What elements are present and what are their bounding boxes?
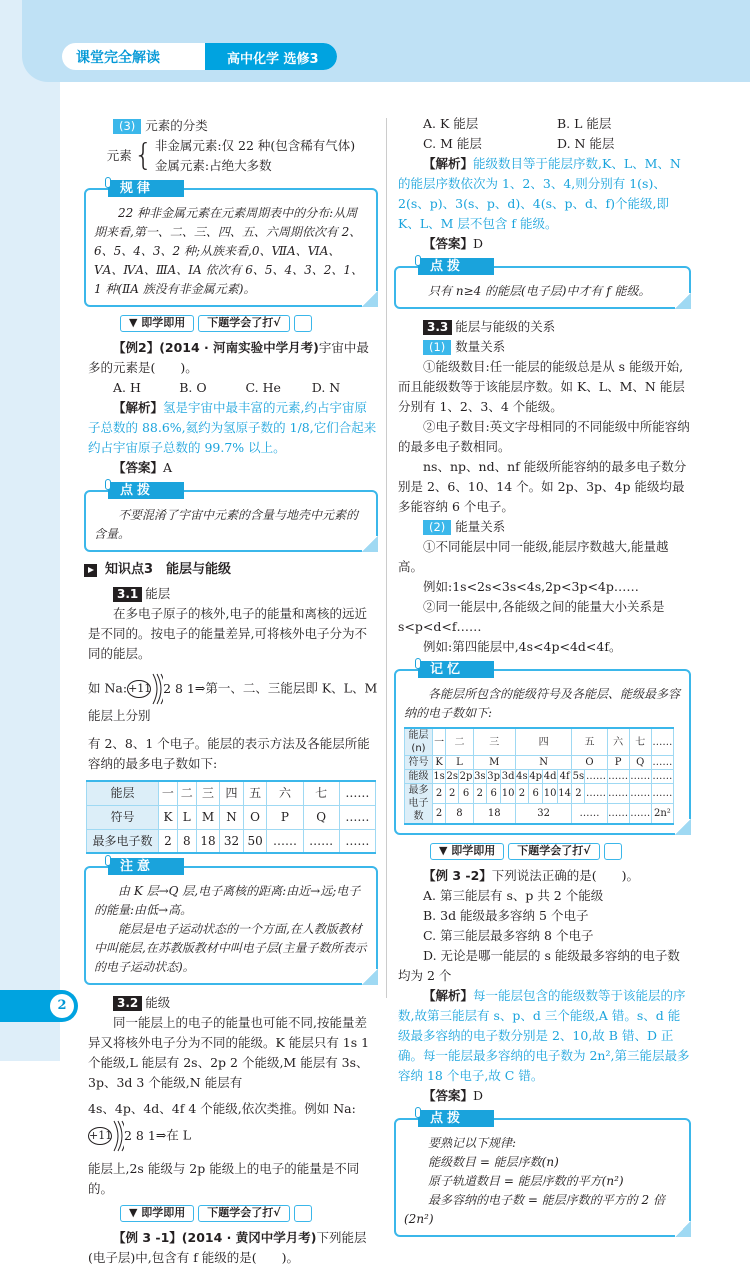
- table-cell: 能层: [87, 781, 159, 805]
- checkbox[interactable]: [294, 1205, 312, 1222]
- subject-title: 高中化学 选修3: [205, 43, 337, 70]
- section-heading: 3.1 能层: [88, 584, 378, 604]
- options: A. K 能层 B. L 能层: [423, 116, 612, 131]
- table-row: [405, 756, 674, 770]
- subsection-heading: (3) 元素的分类: [88, 116, 378, 136]
- na-structure-line: 4s、4p、4d、4f 4 个能级,依次类推。例如 Na: +11 2 8 1 ⇒在 L: [88, 1099, 378, 1153]
- practice-bar: ▼ 即学即用 下题学会了打√: [120, 1205, 378, 1222]
- table-cell: ……: [651, 784, 673, 804]
- analysis: 【解析】能级数目等于能层序数,K、L、M、N 的能层序数依次为 1、2、3、4,则分别有 1(s)、2(s、p)、3(s、p、d)、4(s、p、d、f)个能级,即 K、L、M 层不包含 f 能级。: [398, 156, 681, 231]
- energy-level-table: [404, 727, 674, 825]
- option: B. 3d 能级最多容纳 5 个电子: [423, 908, 589, 923]
- table-cell: 能级: [405, 770, 433, 784]
- table-cell: ……: [303, 829, 339, 853]
- series-title: 课堂完全解读: [62, 43, 205, 70]
- table-row: [87, 829, 376, 853]
- element-classification: 元素 { 非金属元素:仅 22 种(包含稀有气体) 金属元素:占绝大多数: [106, 138, 356, 173]
- page-fold-icon: [362, 291, 378, 307]
- example-2: 【例2】(2014 · 河南实验中学月考)宇宙中最多的元素是( )。: [88, 340, 369, 375]
- table-cell: 8: [177, 829, 196, 853]
- table-cell: 3s: [474, 771, 486, 782]
- table-cell: 32: [220, 829, 244, 853]
- tip-box: 点拨 要熟记以下规律: 能级数目 = 能层序数(n) 原子轨道数目 = 能层序数的平方(n²) 最多容纳的电子数 = 能层序数的平方的 2 倍(2n²): [394, 1118, 691, 1237]
- table-cell: 14: [557, 784, 571, 804]
- table-cell: 32: [515, 803, 572, 824]
- table-cell: ……: [267, 829, 303, 853]
- right-column: [398, 114, 691, 1245]
- table-cell: O: [243, 805, 267, 829]
- knowledge-point-heading: 知识点3 能层与能级: [84, 560, 378, 580]
- left-column: [88, 116, 378, 1268]
- table-cell: M: [473, 756, 515, 770]
- option: D. 无论是哪一能层的 s 能级最多容纳的电子数均为 2 个: [398, 948, 680, 983]
- table-cell: 六: [607, 728, 629, 756]
- table-cell: Q: [303, 805, 339, 829]
- play-icon: [84, 564, 97, 577]
- subsection-heading: (1) 数量关系: [398, 337, 691, 357]
- table-cell: 能层(n): [405, 728, 433, 756]
- table-cell: 4d: [543, 771, 557, 782]
- example-3-1: 【例 3 -1】(2014 · 黄冈中学月考)下列能层(电子层)中,包含有 f 能级的是( )。: [88, 1230, 367, 1265]
- checkbox[interactable]: [294, 315, 312, 332]
- table-cell: ……: [572, 803, 607, 824]
- options: C. M 能层 D. N 能层: [423, 136, 615, 151]
- table-row: [405, 784, 674, 804]
- table-cell: 4f: [557, 770, 571, 784]
- shell-arcs-icon: [151, 672, 163, 706]
- paragraph: 在多电子原子的核外,电子的能量和离核的远近是不同的。按电子的能量差异,可将核外电子分为不同的能层。: [88, 606, 367, 661]
- table-cell: N: [220, 805, 244, 829]
- table-cell: ……: [585, 784, 607, 804]
- table-cell: 七: [629, 728, 651, 756]
- na-structure-line: 如 Na: +11 2 8 1 ⇒第一、二、三能层即 K、L、M 能层上分别: [88, 672, 378, 726]
- energy-layer-table: [86, 780, 376, 854]
- paragraph: 有 2、8、1 个电子。能层的表示方法及各能层所能容纳的最多电子数如下:: [88, 736, 370, 771]
- table-cell: 七: [303, 781, 339, 805]
- tip-box: 点拨 只有 n≥4 的能层(电子层)中才有 f 能级。: [394, 266, 691, 309]
- table-cell: ……: [339, 805, 375, 829]
- table-cell: P: [607, 756, 629, 770]
- analysis: 【解析】每一能层包含的能级数等于该能层的序数,故第三能层有 s、p、d 三个能级,A 错。s、d 能级最多容纳的电子数分别是 2、10,故 B 错、D 正确。每一能层最多容纳的电子数为 2n²,第三能层最多容纳 18 个电子,故 C 错。: [398, 988, 690, 1083]
- page-fold-icon: [675, 819, 691, 835]
- page-fold-icon: [362, 536, 378, 552]
- table-cell: 2: [433, 784, 446, 804]
- table-cell: 3d: [501, 771, 515, 782]
- practice-bar: ▼ 即学即用 下题学会了打√: [430, 843, 691, 860]
- paragraph: 同一能层上的电子的能量也可能不同,按能量差异又将核外电子分为不同的能级。K 能层只有 1s 1 个能级,L 能层有 2s、2p 2 个能级,M 能层有 3s、3p、3d 3 个能级,N 能层有: [88, 1015, 370, 1090]
- table-cell: L: [446, 756, 474, 770]
- table-cell: N: [515, 756, 572, 770]
- table-cell: ……: [339, 829, 375, 853]
- paragraph: ②同一能层中,各能级之间的能量大小关系是 s<p<d<f……: [398, 599, 665, 634]
- table-cell: 1s: [433, 771, 445, 782]
- left-margin-strip: [0, 0, 60, 1061]
- note-box: 注意 由 K 层→Q 层,电子离核的距离:由近→远;电子的能量:由低→高。 能层是电子运动状态的一个方面,在人教版教材中叫能层,在苏教版教材中叫电子层(主量子数所表示的电子运动状态)。: [84, 866, 378, 985]
- options: A. H B. O C. He D. N: [113, 380, 341, 395]
- table-cell: ……: [630, 771, 651, 782]
- table-cell: 8: [446, 803, 474, 824]
- table-cell: 三: [473, 728, 515, 756]
- paragraph: ②电子数目:英文字母相同的不同能级中所能容纳的最多电子数相同。: [398, 419, 690, 454]
- page-fold-icon: [362, 969, 378, 985]
- table-cell: K: [159, 805, 178, 829]
- table-cell: 一: [159, 781, 178, 805]
- table-cell: ……: [607, 803, 629, 824]
- shell-arcs-icon: [112, 1119, 124, 1153]
- option: A. 第三能层有 s、p 共 2 个能级: [423, 888, 604, 903]
- table-cell: 50: [243, 829, 267, 853]
- table-cell: K: [433, 756, 446, 770]
- table-cell: 最多电子数: [87, 829, 159, 853]
- option: C. 第三能层最多容纳 8 个电子: [423, 928, 594, 943]
- table-cell: M: [196, 805, 220, 829]
- table-cell: 2: [473, 784, 486, 804]
- table-cell: ……: [652, 757, 673, 768]
- analysis: 【解析】氢是宇宙中最丰富的元素,约占宇宙原子总数的 88.6%,氦约为氢原子数的 1/8,它们合起来约占宇宙原子总数的 99.7% 以上。: [88, 400, 377, 455]
- table-cell: ……: [652, 771, 673, 782]
- table-cell: 10: [543, 784, 557, 804]
- table-cell: 2: [159, 829, 178, 853]
- page-fold-icon: [675, 293, 691, 309]
- example-3-2: 【例 3 -2】下列说法正确的是( )。: [423, 868, 640, 883]
- table-cell: 六: [267, 781, 303, 805]
- table-cell: ……: [339, 781, 375, 805]
- table-cell: 6: [486, 784, 500, 804]
- checkbox[interactable]: [604, 843, 622, 860]
- table-cell: 四: [515, 728, 572, 756]
- table-cell: P: [267, 805, 303, 829]
- column-divider: [386, 118, 387, 998]
- table-cell: ……: [607, 784, 629, 804]
- table-cell: 符号: [405, 756, 433, 770]
- table-cell: 2: [572, 784, 585, 804]
- table-cell: 18: [196, 829, 220, 853]
- table-row: [405, 728, 674, 756]
- rule-box: 规律 22 种非金属元素在元素周期表中的分布:从周期来看,第一、二、三、四、五、六周期依次有 2、6、5、4、3、2 种;从族来看,0、ⅦA、ⅥA、ⅤA、ⅣA、ⅢA、ⅠA 依次有 6、5、4、3、2、1、1 种(ⅡA 族没有非金属元素)。: [84, 188, 378, 307]
- answer: 【答案】A: [113, 460, 173, 475]
- memory-box: 记忆 各能层所包含的能级符号及各能层、能级最多容纳的电子数如下: 能层(n) 一 二 三 四 五 六 七 …… 符号 K L M N O P Q …… 能级 1s 2s 2p 3s 3p 3d 4s 4p 4d 4f 5s …… …… …… …… 最多电子数 2 2 6 2 6 10 2 6 10 14 2 …… …… …… …… 2 8 18 32 …… …… …… 2n²: [394, 669, 691, 835]
- answer: 【答案】D: [423, 236, 484, 251]
- table-cell: 3p: [487, 771, 500, 782]
- table-cell: 2: [446, 784, 459, 804]
- table-cell: 五: [572, 728, 607, 756]
- table-cell: ……: [629, 784, 651, 804]
- table-cell: 三: [196, 781, 220, 805]
- atom-diagram: +11 2 8 1: [127, 672, 195, 706]
- atom-diagram: +11 2 8 1: [88, 1119, 156, 1153]
- table-cell: 二: [177, 781, 196, 805]
- paragraph: 例如:1s<2s<3s<4s,2p<3p<4p……: [423, 579, 639, 594]
- paragraph: ①能级数目:任一能层的能级总是从 s 能级开始,而且能级数等于该能层序数。如 K、L、M、N 能层分别有 1、2、3、4 个能级。: [398, 359, 685, 414]
- section-heading: 3.3 能层与能级的关系: [398, 317, 691, 337]
- table-cell: 10: [501, 784, 515, 804]
- table-cell: 2: [433, 803, 446, 824]
- table-cell: 4p: [529, 771, 543, 782]
- table-row: [87, 781, 376, 805]
- practice-bar: ▼ 即学即用 下题学会了打√: [120, 315, 378, 332]
- table-cell: Q: [629, 756, 651, 770]
- table-cell: 2p: [459, 771, 473, 782]
- table-cell: 五: [243, 781, 267, 805]
- page-fold-icon: [675, 1221, 691, 1237]
- table-cell: 5s: [572, 771, 585, 782]
- subsection-heading: (2) 能量关系: [398, 517, 691, 537]
- table-row: [405, 803, 674, 824]
- table-cell: 二: [446, 728, 474, 756]
- table-cell: ……: [586, 771, 607, 782]
- table-cell: ……: [629, 803, 651, 824]
- table-row: [87, 805, 376, 829]
- table-cell: ……: [651, 728, 673, 756]
- table-cell: 2: [515, 784, 528, 804]
- paragraph: 能层上,2s 能级与 2p 能级上的电子的能量是不同的。: [88, 1161, 360, 1196]
- table-cell: 4s: [516, 771, 528, 782]
- header-title: [62, 43, 337, 70]
- table-cell: O: [572, 756, 607, 770]
- table-cell: L: [177, 805, 196, 829]
- table-cell: 符号: [87, 805, 159, 829]
- tip-box: 点拨 不要混淆了宇宙中元素的含量与地壳中元素的含量。: [84, 490, 378, 552]
- table-cell: 2n²: [651, 803, 673, 824]
- table-cell: 18: [473, 803, 515, 824]
- table-cell: 四: [220, 781, 244, 805]
- table-cell: 6: [459, 784, 473, 804]
- paragraph: 例如:第四能层中,4s<4p<4d<4f。: [423, 639, 622, 654]
- table-cell: 最多电子数: [405, 784, 433, 825]
- table-cell: 2s: [446, 771, 458, 782]
- table-cell: 6: [528, 784, 542, 804]
- table-row: [405, 770, 674, 784]
- answer: 【答案】D: [423, 1088, 484, 1103]
- brace-icon: {: [133, 138, 153, 173]
- table-cell: 一: [433, 728, 446, 756]
- page-number: 2: [50, 994, 74, 1018]
- table-cell: ……: [608, 771, 629, 782]
- section-heading: 3.2 能级: [88, 993, 378, 1013]
- paragraph: ①不同能层中同一能级,能层序数越大,能量越高。: [398, 539, 669, 574]
- paragraph: ns、np、nd、nf 能级所能容纳的最多电子数分别是 2、6、10、14 个。如 2p、3p、4p 能级均最多能容纳 6 个电子。: [398, 459, 687, 514]
- page-number-tab: [0, 990, 78, 1022]
